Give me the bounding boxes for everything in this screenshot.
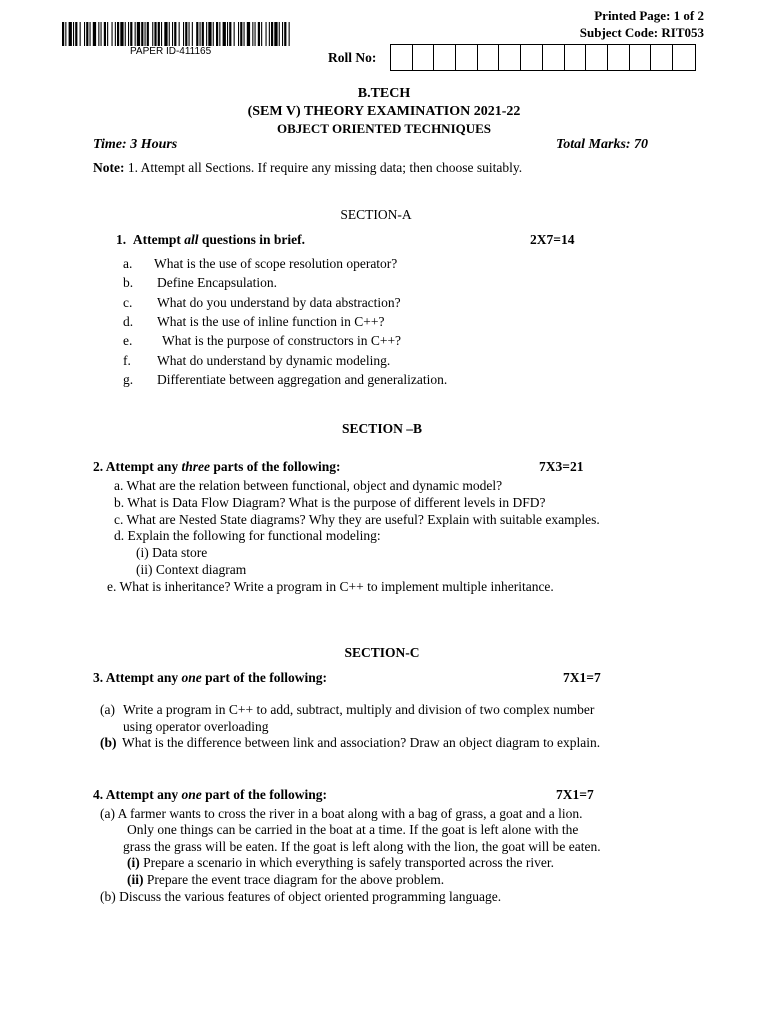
barcode-bar — [227, 22, 228, 46]
q1-marks: 2X7=14 — [530, 232, 575, 247]
barcode-bar — [135, 22, 136, 46]
q1-item-text: What is the use of scope resolution operator? — [154, 256, 398, 271]
q2-e: e. What is inheritance? Write a program in C++ to implement multiple inheritance. — [107, 579, 554, 594]
exam-title: (SEM V) THEORY EXAMINATION 2021-22 — [247, 104, 521, 119]
q2-c: c. What are Nested State diagrams? Why they are useful? Explain with suitable examples. — [114, 512, 600, 527]
q1-item-letter: a. — [123, 256, 133, 271]
barcode-bar — [130, 22, 132, 46]
barcode-bar — [244, 22, 245, 46]
q1-item-text: What is the purpose of constructors in C++? — [162, 333, 402, 348]
q1-item-text: What do understand by dynamic modeling. — [157, 353, 391, 368]
barcode-image — [62, 22, 290, 46]
q1-item-text: Define Encapsulation. — [157, 275, 277, 290]
barcode-bar — [161, 22, 162, 46]
roll-no-box[interactable] — [608, 45, 630, 70]
roll-no-box[interactable] — [391, 45, 413, 70]
barcode-bar — [125, 22, 126, 46]
barcode-bar — [169, 22, 170, 46]
barcode-bar — [223, 22, 226, 46]
barcode-bar — [234, 22, 235, 46]
barcode-bar — [247, 22, 250, 46]
barcode-bar — [154, 22, 156, 46]
barcode-bar — [192, 22, 193, 46]
barcode-bar — [128, 22, 129, 46]
roll-no-box[interactable] — [673, 45, 695, 70]
roll-no-box[interactable] — [456, 45, 478, 70]
barcode-bar — [282, 22, 283, 46]
q1-item-letter: f. — [123, 353, 131, 368]
q2-d: d. Explain the following for functional modeling: — [114, 528, 381, 543]
barcode-bar — [274, 22, 277, 46]
barcode-bar — [120, 22, 123, 46]
subject-code: Subject Code: RIT053 — [579, 25, 704, 40]
barcode-bar — [179, 22, 180, 46]
barcode-bar — [174, 22, 176, 46]
barcode-bar — [279, 22, 280, 46]
barcode-bar — [229, 22, 231, 46]
q3-a-line1: Write a program in C++ to add, subtract, multiply and division of two complex number — [123, 702, 595, 717]
barcode-bar — [189, 22, 190, 46]
barcode-bar — [206, 22, 207, 46]
roll-no-box[interactable] — [630, 45, 652, 70]
q2-heading: 2. Attempt any three parts of the following: — [93, 459, 341, 474]
q1-item-letter: g. — [123, 372, 134, 387]
barcode-bar — [213, 22, 214, 46]
q1-item-letter: b. — [123, 275, 134, 290]
subject-title: OBJECT ORIENTED TECHNIQUES — [276, 121, 492, 136]
roll-no-box[interactable] — [434, 45, 456, 70]
q4-a-line2: Only one things can be carried in the boat at a time. If the goat is left alone with the — [127, 822, 579, 837]
roll-no-box[interactable] — [543, 45, 565, 70]
q2-a: a. What are the relation between functional, object and dynamic model? — [114, 478, 503, 493]
barcode-bar — [104, 22, 106, 46]
barcode-bar — [84, 22, 85, 46]
roll-no-box[interactable] — [521, 45, 543, 70]
barcode-bar — [137, 22, 140, 46]
barcode-bar — [98, 22, 99, 46]
total-marks: Total Marks: 70 — [556, 137, 649, 152]
q4-marks: 7X1=7 — [556, 787, 594, 802]
q2-d-ii: (ii) Context diagram — [136, 562, 247, 577]
q3-b-label: (b) — [100, 735, 117, 750]
section-c-heading: SECTION-C — [344, 645, 420, 660]
barcode-bar — [266, 22, 267, 46]
barcode-bar — [289, 22, 290, 46]
barcode-bar — [86, 22, 88, 46]
q3-b-text: What is the difference between link and association? Draw an object diagram to explain. — [122, 735, 601, 750]
q1-item-text: What do you understand by data abstraction? — [157, 295, 401, 310]
q4-a-line3: grass the grass will be eaten. If the goat is left along with the lion, the goat will be eaten. — [123, 839, 601, 854]
barcode-bar — [185, 22, 187, 46]
barcode-bar — [196, 22, 198, 46]
section-b-heading: SECTION –B — [342, 421, 422, 436]
q4-a-i: (i) Prepare a scenario in which everything is safely transported across the river. — [127, 855, 554, 870]
barcode-bar — [216, 22, 218, 46]
q1-item-letter: e. — [123, 333, 133, 348]
roll-no-label: Roll No: — [328, 50, 377, 65]
barcode-bar — [147, 22, 149, 46]
note — [93, 160, 522, 176]
barcode-bar — [80, 22, 81, 46]
barcode-bar — [202, 22, 204, 46]
barcode-bar — [284, 22, 286, 46]
section-a-heading: SECTION-A — [340, 207, 412, 222]
q2-b: b. What is Data Flow Diagram? What is the purpose of different levels in DFD? — [114, 495, 546, 510]
barcode-bar — [107, 22, 108, 46]
roll-no-box[interactable] — [478, 45, 500, 70]
barcode-bar — [255, 22, 256, 46]
q3-marks: 7X1=7 — [563, 670, 601, 685]
q1-item-letter: c. — [123, 295, 133, 310]
barcode-bar — [141, 22, 143, 46]
barcode-bar — [117, 22, 119, 46]
barcode-bar — [261, 22, 262, 46]
roll-no-box[interactable] — [413, 45, 435, 70]
barcode-bar — [112, 22, 113, 46]
barcode-bar — [172, 22, 173, 46]
barcode-bar — [208, 22, 211, 46]
barcode-bar — [62, 22, 64, 46]
q4-b: (b) Discuss the various features of object oriented programming language. — [100, 889, 502, 904]
q2-d-i: (i) Data store — [136, 545, 208, 560]
barcode-bar — [269, 22, 270, 46]
time-label: Time: 3 Hours — [93, 137, 178, 152]
q4-a-ii: (ii) Prepare the event trace diagram for the above problem. — [127, 872, 445, 887]
roll-no-box[interactable] — [586, 45, 608, 70]
barcode-bar — [164, 22, 167, 46]
barcode-bar — [200, 22, 201, 46]
roll-no-box[interactable] — [651, 45, 673, 70]
q3-a-line2: using operator overloading — [123, 719, 269, 734]
barcode-bar — [258, 22, 260, 46]
note-label: Note: — [93, 160, 125, 175]
degree: B.TECH — [357, 86, 411, 101]
barcode-bar — [75, 22, 77, 46]
barcode-bar — [93, 22, 96, 46]
q4-a-line1: (a) A farmer wants to cross the river in a boat along with a bag of grass, a goat and a lion. — [100, 806, 583, 821]
q1-item-letter: d. — [123, 314, 134, 329]
barcode-bar — [158, 22, 160, 46]
barcode-bar — [183, 22, 184, 46]
barcode-bar — [69, 22, 72, 46]
barcode-bar — [240, 22, 242, 46]
barcode-bar — [73, 22, 74, 46]
barcode-bar — [271, 22, 273, 46]
roll-no-box[interactable] — [499, 45, 521, 70]
paper-id: PAPER ID-411165 — [130, 46, 212, 57]
q1-heading: 1. Attempt all questions in brief. — [116, 232, 306, 247]
barcode-bar — [238, 22, 239, 46]
barcode-bar — [152, 22, 153, 46]
q1-item-text: Differentiate between aggregation and generalization. — [157, 372, 448, 387]
barcode-bar — [219, 22, 220, 46]
q2-marks: 7X3=21 — [539, 459, 584, 474]
q3-a-label: (a) — [100, 702, 115, 717]
roll-no-box[interactable] — [565, 45, 587, 70]
q1-item-text: What is the use of inline function in C++? — [157, 314, 385, 329]
barcode-bar — [101, 22, 102, 46]
note-text: 1. Attempt all Sections. If require any missing data; then choose suitably. — [127, 160, 523, 175]
barcode-bar — [90, 22, 91, 46]
barcode-bar — [115, 22, 116, 46]
printed-page: Printed Page: 1 of 2 — [594, 8, 704, 23]
barcode-bar — [65, 22, 66, 46]
barcode-bar — [145, 22, 146, 46]
q4-heading: 4. Attempt any one part of the following: — [93, 787, 327, 802]
barcode-bar — [252, 22, 253, 46]
q3-heading: 3. Attempt any one part of the following: — [93, 670, 327, 685]
roll-no-boxes[interactable] — [390, 44, 696, 71]
